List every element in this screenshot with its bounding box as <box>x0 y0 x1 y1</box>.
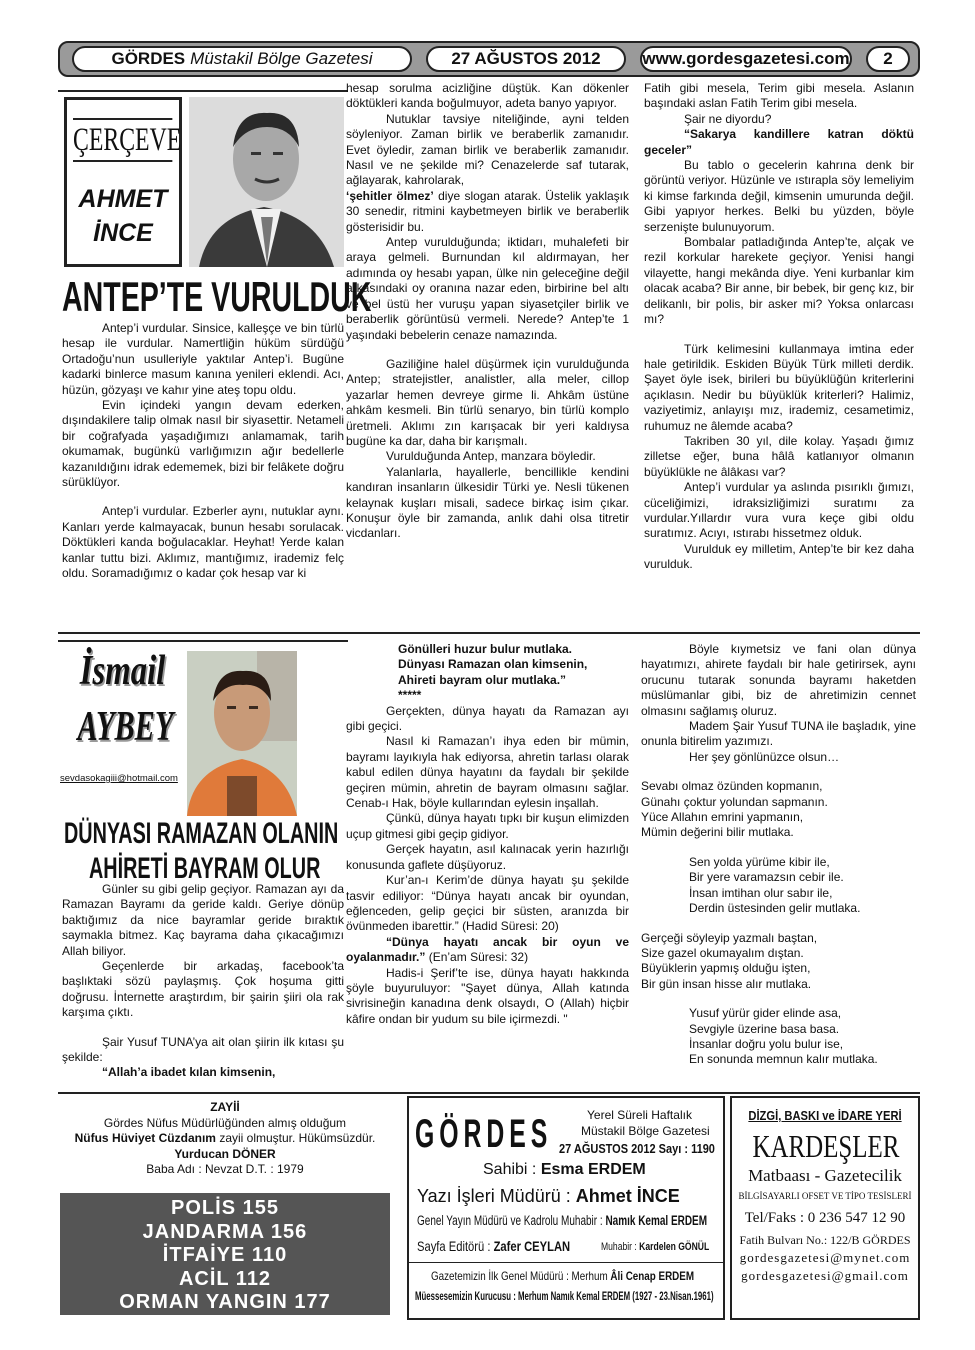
paragraph: Antep’i vurdular. Ezberler aynı, nutuklar aynı. Kanları yerde kalmayacak, bunun hesabı sorulacak. Döktükleri kanda boğulacaklar. Heyhat! Yerde kalan kanlar tuttu bizi. Aklımız, mantığımız, irademiz felç oldu. Soramadığımız o kadar çok hesap var ki <box>62 504 344 581</box>
notice-title: ZAYİİ <box>210 1100 240 1114</box>
print-title: DİZGİ, BASKI ve İDARE YERİ <box>748 1108 902 1123</box>
author-first-name: AHMET <box>78 185 168 213</box>
emergency-line: POLİS 155 <box>171 1197 279 1219</box>
poem-line: Yüce Allahın emrini yapmanın, <box>641 810 804 825</box>
gm-name: Namık Kemal ERDEM <box>605 1213 708 1228</box>
notice-name: Yurducan DÖNER <box>174 1146 276 1161</box>
print-email-1[interactable]: gordesgazetesi@mynet.com <box>739 1250 911 1265</box>
masthead-owner <box>483 1161 646 1179</box>
poem-quote-line: Gönülleri huzur bulur mutlaka. <box>398 642 573 656</box>
print-sub: Matbaası - Gazetecilik <box>748 1166 902 1185</box>
poem-quote-line: Dünyası Ramazan olan kimsenin, <box>398 657 588 672</box>
paragraph <box>346 189 629 235</box>
author2-first-name: İsmail <box>79 648 166 694</box>
paragraph: Antep vurulduğunda; iktidarı, muhalefeti bir araya gelmeli. Burnundan kıl aldırmayan, her adımında oy hesabı yapan, ülke nin geleceğine değil arkasındaki oy oranına nazar eden, birbirine bel altı ve bel üstü her vuruşu yapan siyasetçiler birlik ve beraberlik görüntüsü vermeli. Nerede? Antep’te 1 yaşındaki bebelerin cenaze namazında. <box>346 235 629 342</box>
page-number-pill <box>866 46 910 72</box>
poem-quote-line: Ahireti bayram olur mutlaka.” <box>398 672 567 687</box>
emergency-numbers <box>60 1193 390 1315</box>
poem-line: Size gazel okumayalım dıştan. <box>641 945 804 960</box>
article2-headline-line1: DÜNYASI RAMAZAN OLANIN <box>64 817 339 850</box>
masthead-logo: GÖRDES <box>415 1112 553 1156</box>
poem-line: Büyüklerin yapmış olduğu işten, <box>641 961 811 976</box>
masthead-issue: 27 AĞUSTOS 2012 Sayı : 1190 <box>559 1142 715 1156</box>
paragraph: Şair ne diyordu? <box>684 111 772 126</box>
paragraph: Çünkü, dünya hayatı tıpkı bir kuşun elimizden uçup gitmesi gibi geçip gidiyor. <box>346 811 629 841</box>
poem-line: Bir gün insan hisse alır mutlaka. <box>641 976 812 991</box>
column-name: ÇERÇEVE <box>73 118 172 162</box>
paper-subtitle: Müstakil Bölge Gazetesi <box>190 49 373 68</box>
paragraph: Türk kelimesini kullanmaya imtina eder hale getirildik. Eskiden Büyük Türk milleti derdik. Şayet öyle isek, birileri bu büyüklüğün kriterlerini açıklasın. Nedir bu büyüklük kriterleri? Halimiz, vaziyetimiz, anlayışı mız, irademiz, cesametimiz, ruhumuz ne âlemde acaba? <box>644 341 914 433</box>
article2-frame-top <box>58 640 348 642</box>
masthead-tag2: Müstakil Bölge Gazetesi <box>581 1124 710 1138</box>
poem-line: Sen yolda yürüme kibir ile, <box>689 854 830 869</box>
paragraph: Bombalar patladığında Antep’te, alçak ve rezil korkular harekete geçiyor. Yenisi hangi vilayette, hangi mekânda diye. Yeni kurbanlar kim olacak acaba? Bir anne, bir bebek, bir genç kız, bir delikanlı, bir polis, bir asker mi? Yoksa onlarcası mı? <box>644 235 914 327</box>
bottom-divider <box>58 1092 920 1094</box>
article1-headline: ANTEP’TE VURULDUK <box>62 273 372 320</box>
print-tel: Tel/Faks : 0 236 547 12 90 <box>744 1210 906 1226</box>
paper-name-pill <box>72 46 412 72</box>
poem-line: İnsan imtihan olur sabır ile, <box>689 885 833 900</box>
page-editor-name: Zafer CEYLAN <box>493 1238 571 1254</box>
paragraph <box>346 935 629 966</box>
author2-last-name: AYBEY <box>77 704 174 750</box>
print-name: KARDEŞLER <box>752 1128 900 1164</box>
masthead-tag1: Yerel Süreli Haftalık <box>587 1108 692 1122</box>
poem-line: İnsanlar doğru yolu bulur ise, <box>689 1036 844 1051</box>
notice-line <box>60 1131 390 1147</box>
paragraph: hesap sorulma acizliğine düştük. Kan dökenler döktükleri kanda boğulmuyor, adeta banyo yapıyor. <box>346 81 629 111</box>
paragraph: Vurulduk ey milletim, Antep’te bir kez daha vurulduk. <box>644 541 914 572</box>
section-divider <box>58 632 920 634</box>
masthead-reporter <box>601 1241 709 1253</box>
article1-column-2 <box>346 81 629 626</box>
reporter-name: Kardelen GÖNÜL <box>639 1241 710 1253</box>
paragraph: “Sakarya kandillere katran döktü geceler” <box>644 127 914 157</box>
poem-line: Bir yere varamazsın cebir ile. <box>689 870 844 885</box>
bold-quote: “Dünya hayatı ancak bir oyun ve oyalanmadır.” <box>346 934 629 965</box>
paragraph: Bu tablo o gecelerin kahrına denk bir görüntü veriyor. Hüzünle ve ıstırapla söy lemeliyim ki kimse farkında değil, kimsenin umurunda değil. Gibi yapıyor herkes. Belki bu yüzden, böyle serzenişte bulunuyorum. <box>644 158 914 234</box>
article2-column-3 <box>641 642 916 1087</box>
emergency-line: İTFAİYE 110 <box>162 1244 288 1266</box>
author-last-name: İNCE <box>93 219 153 247</box>
paragraph: Madem Şair Yusuf TUNA ile başladık, yine onunla bitirelim yazımızı. <box>641 719 916 749</box>
poem-line: Sevgiyle üzerine basa basa. <box>689 1021 840 1036</box>
emergency-line: JANDARMA 156 <box>142 1220 308 1243</box>
article1-column-1 <box>62 321 344 626</box>
poem-line: Derdin üstesinden gelir mutlaka. <box>689 901 861 916</box>
notice-line: Baba Adı : Nevzat D.T. : 1979 <box>146 1162 304 1176</box>
paragraph: Nasıl ki Ramazan’ı ihya eden bir mümin, bayramı layıkıyla hak ediyorsa, ahretin tarlası olarak kabul edilen dünya hayatını da faydalı bir şekilde geçiren mümin, ahretin de bayram olmasını sağlar. Cenab-ı Hak, böyle kullarından eylesin inşallah. <box>346 734 629 811</box>
paragraph: Nutuklar tavsiye niteliğinde, ayni telden söyleniyor. Zaman birlik ve beraberlik zamanıdır. Evet öyledir, zaman birlik ve beraberlik zamanıdır. Nasıl ve ne şekilde mi? Cenazelerde saf tutarak, ağlayarak, kahrolarak, <box>346 111 629 188</box>
editor-label: Yazı İşleri Müdürü : <box>417 1186 571 1206</box>
paragraph: Gaziliğine halel düşürmek için vurulduğunda Antep; stratejistler, analistler, alla meler, cillop yazarlar hemen devreye girme li. Ahkâm üstüne ahkâm kesmeli. Bin türlü senaryo, bin türlü komplo üretmeli. Aklımı zın karışacak bir yeri kaldıysa bugüne ka dar, daha bir karışmalı. <box>346 356 629 448</box>
print-desc: BİLGİSAYARLI OFSET VE TİPO TESİSLERİ <box>738 1191 912 1201</box>
paragraph: Böyle kıymetsiz ve fani olan dünya hayatımızı, ahirete faydalı bir hale getirirsek, aynı orucunu tutarak sonunda bayramı haketden müslümanlar gibi, biz de ahretimizin cennet olmasını sağlamış oluruz. <box>641 642 916 718</box>
poem-line: Gerçeği söyleyip yazmalı baştan, <box>641 930 818 945</box>
article1-column-3 <box>644 81 914 626</box>
notice-bold: Nüfus Hüviyet Cüzdanım <box>74 1131 216 1145</box>
poem-line: Mümin değerini bilir mutlaka. <box>641 825 794 840</box>
separator-stars: ***** <box>398 688 422 703</box>
article2-column-2 <box>346 642 629 1087</box>
first-gm-label: Gazetemizin İlk Genel Müdürü : Merhum <box>431 1269 608 1283</box>
poem-stanza-1 <box>641 779 916 841</box>
paragraph: Gerçekten, dünya hayatı da Ramazan ayı gibi geçici. <box>346 703 629 734</box>
poem-stanza-2 <box>641 855 916 917</box>
printing-house-box <box>730 1096 920 1320</box>
paper-name: GÖRDES <box>111 49 186 68</box>
author2-photo <box>187 651 297 816</box>
first-gm-name: Âli Cenap ERDEM <box>610 1269 695 1283</box>
poem-line: Sevabı olmaz özünden kopmanın, <box>641 779 823 794</box>
paragraph: Yalanlarla, hayallerle, bencillikle kendini kandıran insanların ülkesidir Türki ye. Nesli tükenen kelaynak kuşları misali, sadece birkaç isim çıkar. Konuşur öyle bir zamanda, anlık dahi olsa titretir vicdanları. <box>346 464 629 541</box>
gm-label: Genel Yayın Müdürü ve Kadrolu Muhabir : <box>417 1213 603 1228</box>
lost-id-notice <box>60 1100 390 1178</box>
poem-line: Yusuf yürür gider elinde asa, <box>689 1006 842 1021</box>
paragraph: Her şey gönlünüzce olsun… <box>689 749 840 764</box>
site-pill[interactable] <box>640 46 852 72</box>
owner-label: Sahibi : <box>483 1161 537 1178</box>
emergency-line: ACİL 112 <box>178 1267 272 1290</box>
notice-line: Gördes Nüfus Müdürlüğünden almış olduğum <box>103 1115 347 1130</box>
masthead-divider <box>409 1262 723 1263</box>
paragraph: Fatih gibi mesela, Terim gibi mesela. Aslanın başındaki aslan Fatih Terim gibi mesela. <box>644 81 914 111</box>
paragraph: Kur’an-ı Kerim’de dünya hayatı şu şekilde tasvir ediliyor: “Dünya hayatı ancak bir oyundan, eğlenceden, gelip geçici bir süsten, aranızda bir övünmeden ibarettir.” (Hadid Süresi: 20) <box>346 873 629 934</box>
paragraph: Evin içindeki yangın devam ederken, dışındakilere talip olmak nasıl bir siyasettir. Netameli bir coğrafyada yaşadığımızı anlamamak, tarih okumamak, bugünkü varlığımızın ağır bedellerle kazanıldığını idrak edememek, bizi bir felâkete doğru sürüklüyor. <box>62 398 344 490</box>
print-address: Fatih Bulvarı No.: 122/B GÖRDES <box>739 1233 911 1247</box>
page-number: 2 <box>883 49 893 68</box>
article2-headline-line2: AHİRETİ BAYRAM OLUR <box>89 852 321 885</box>
paragraph: “Allah’a ibadet kılan kimsenin, <box>102 1065 276 1080</box>
editor-name: Ahmet İNCE <box>575 1186 680 1206</box>
poem-line: Günahı çoktur yolundan sapmanın. <box>641 794 828 809</box>
reporter-label: Muhabir : <box>601 1241 637 1253</box>
page-header <box>58 41 920 77</box>
paragraph: Günler su gibi gelip geçiyor. Ramazan ayı da Ramazan Bayramı da geride kaldı. Geriye dönüp baktığımız da nice bayramlar geride bıraktık saymakla bitmez. Kaç bayrama daha çıkacağımızı Allah biliyor. <box>62 882 344 958</box>
paragraph: Geçenlerde bir arkadaş, facebook’ta başlıktaki sözü paylaşmış. Çok hoşuma gitti doğrusu. İnternette araştırdım, bir şairin şiiri ola rak karşıma çıktı. <box>62 959 344 1020</box>
masthead-box <box>407 1096 725 1320</box>
poem-stanza-3 <box>641 931 916 993</box>
website[interactable]: www.gordesgazetesi.com <box>642 49 850 68</box>
paragraph: Takriben 30 yıl, dile kolay. Yaşadı ğımız zilletse eğer, buna hâlâ katlanıyor olmanın büyüklükle ne âlâkası var? <box>644 433 914 479</box>
paragraph: Hadis-i Şerif’te ise, dünya hayatı hakkında şöyle buyuruluyor: "Şayet dünya, Allah katında sivrisineğin kanadına denk olsaydı, O (Allah) hiçbir kâfire ondan bir yudum su bile içirmezdi. " <box>346 965 629 1026</box>
text: (En’am Süresi: 32) <box>428 950 529 965</box>
author2-name <box>60 645 185 757</box>
masthead-page-editor <box>417 1238 570 1254</box>
author2-email[interactable]: sevdasokagiii@hotmail.com <box>60 773 178 784</box>
print-email-2[interactable]: gordesgazetesi@gmail.com <box>741 1268 909 1283</box>
article1-frame-top <box>58 90 348 92</box>
author-name <box>67 182 179 250</box>
masthead-editor <box>417 1186 680 1207</box>
emergency-line: ORMAN YANGIN 177 <box>119 1291 331 1313</box>
poem-line: En sonunda memnun kalır mutlaka. <box>689 1052 878 1067</box>
date: 27 AĞUSTOS 2012 <box>451 49 601 68</box>
text: diye slogan atarak. Üstelik yaklaşık 30 senedir, ritmini kaybetmeyen birlik ve beraberlik gösterisidir bu. <box>346 188 629 234</box>
date-pill <box>426 46 626 72</box>
author-photo <box>189 97 344 267</box>
paragraph: Gerçek hayatın, asıl kalınacak yerin hazırlığı konusunda gaflete düşüyoruz. <box>346 842 629 872</box>
paragraph: Şair Yusuf TUNA’ya ait olan şiirin ilk kıtası şu şekilde: <box>62 1034 344 1065</box>
masthead-founder: Müessesemizin Kurucusu : Merhum Namık Kemal ERDEM (1927 - 23.Nisan.1961) <box>415 1291 714 1303</box>
column-box <box>64 97 182 267</box>
notice-text: zayii olmuştur. Hükümsüzdür. <box>219 1131 376 1145</box>
page-editor-label: Sayfa Editörü : <box>417 1238 491 1254</box>
article2-column-1 <box>62 882 344 1087</box>
bold-quote: ‘şehitler ölmez’ <box>346 188 434 203</box>
masthead-first-gm <box>431 1269 694 1283</box>
paragraph: Vurulduğunda Antep, manzara böyledir. <box>386 449 596 464</box>
owner-name: Esma ERDEM <box>540 1161 646 1178</box>
paragraph: Antep’i vurdular. Sinsice, kalleşçe ve bin türlü hesap ile vurdular. Namertliğin hüküm sürdüğü Ortadoğu’nun usulleriyle yaktılar Antep’i. Bugüne kadarki binlerce masum kanına yenileri eklendi. Acı, hüzün, gözyaşı ve kahır yine ateş topu oldu. <box>62 321 344 397</box>
poem-stanza-4 <box>641 1006 916 1068</box>
masthead-gm <box>417 1213 707 1228</box>
paragraph: Antep’i vurdular ya aslında pısırıklı ğımızı, cüceliğimizi, idraksizliğimizi suratımı za vurdular.Yıllardır vura vura keçe gibi oldu suratımız. Acıyı, ıstırabı hissetmez olduk. <box>644 480 914 541</box>
